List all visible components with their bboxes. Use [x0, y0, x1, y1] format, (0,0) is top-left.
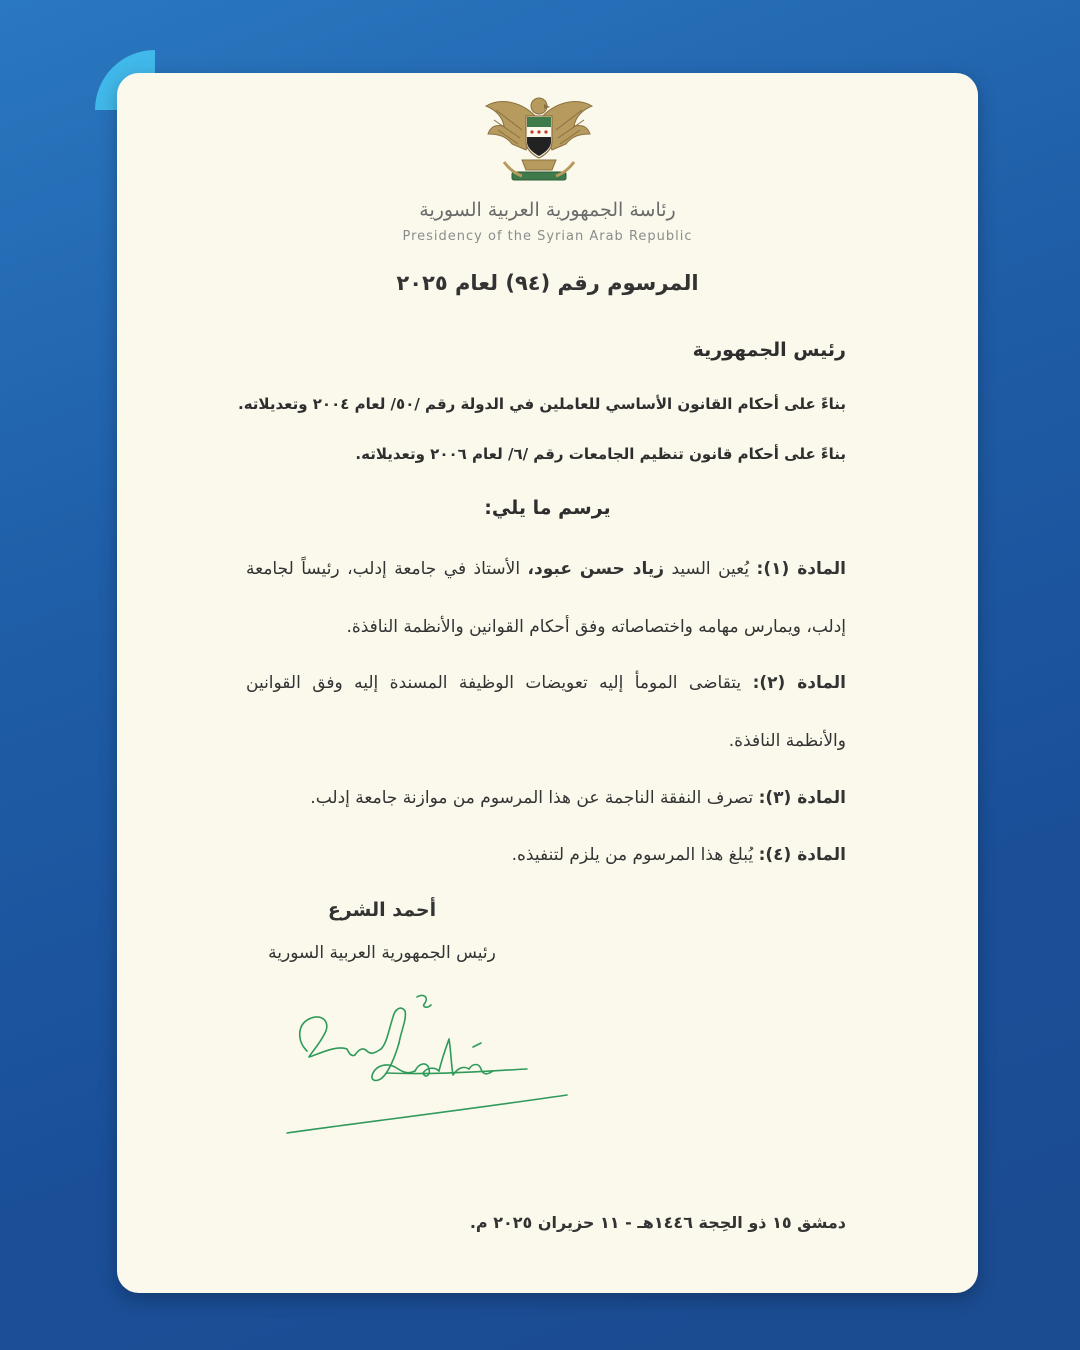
article-2-text: يتقاضى المومأ إليه تعويضات الوظيفة المسندة إليه وفق القوانين والأنظمة النافذة.	[246, 673, 846, 751]
article-1-label: المادة (١):	[756, 559, 847, 579]
article-4	[246, 826, 846, 884]
decree-document	[117, 73, 978, 1293]
article-4-label: المادة (٤):	[758, 845, 846, 865]
article-3-label: المادة (٣):	[758, 788, 846, 808]
article-1	[246, 540, 846, 656]
legal-basis-2: بناءً على أحكام قانون تنظيم الجامعات رقم /٦/ لعام ٢٠٠٦ وتعديلاته.	[355, 445, 846, 463]
signatory-title: رئيس الجمهورية العربية السورية	[268, 943, 496, 963]
decree-title: المرسوم رقم (٩٤) لعام ٢٠٢٥	[396, 271, 699, 295]
presidency-header-english: Presidency of the Syrian Arab Republic	[402, 229, 693, 244]
handwritten-signature	[277, 983, 577, 1143]
article-2-label: المادة (٢):	[752, 673, 846, 693]
article-3	[246, 769, 846, 827]
presidency-header-arabic: رئاسة الجمهورية العربية السورية	[419, 199, 676, 221]
appointee-name: زياد حسن عبود،	[527, 559, 665, 579]
signatory-name: أحمد الشرع	[327, 899, 437, 921]
decree-date-line: دمشق ١٥ ذو الحِجة ١٤٤٦هـ - ١١ حزيران ٢٠٢٥ م.	[469, 1213, 846, 1232]
decrees-intro: يرسم ما يلي:	[484, 497, 611, 519]
article-3-text: تصرف النفقة الناجمة عن هذا المرسوم من موازنة جامعة إدلب.	[310, 788, 754, 808]
article-4-text: يُبلغ هذا المرسوم من يلزم لتنفيذه.	[511, 845, 754, 865]
decree-addressee: رئيس الجمهورية	[692, 339, 846, 361]
legal-basis-1: بناءً على أحكام القانون الأساسي للعاملين في الدولة رقم /٥٠/ لعام ٢٠٠٤ وتعديلاته.	[238, 395, 846, 413]
article-1-text: الأستاذ في جامعة إدلب، رئيساً لجامعة إدلب، ويمارس مهامه واختصاصاته وفق أحكام القوانين والأنظمة النافذة.	[246, 559, 846, 637]
article-1-pre: يُعين السيد	[671, 559, 750, 579]
article-2	[246, 654, 846, 770]
syrian-eagle-emblem-icon	[482, 90, 596, 186]
